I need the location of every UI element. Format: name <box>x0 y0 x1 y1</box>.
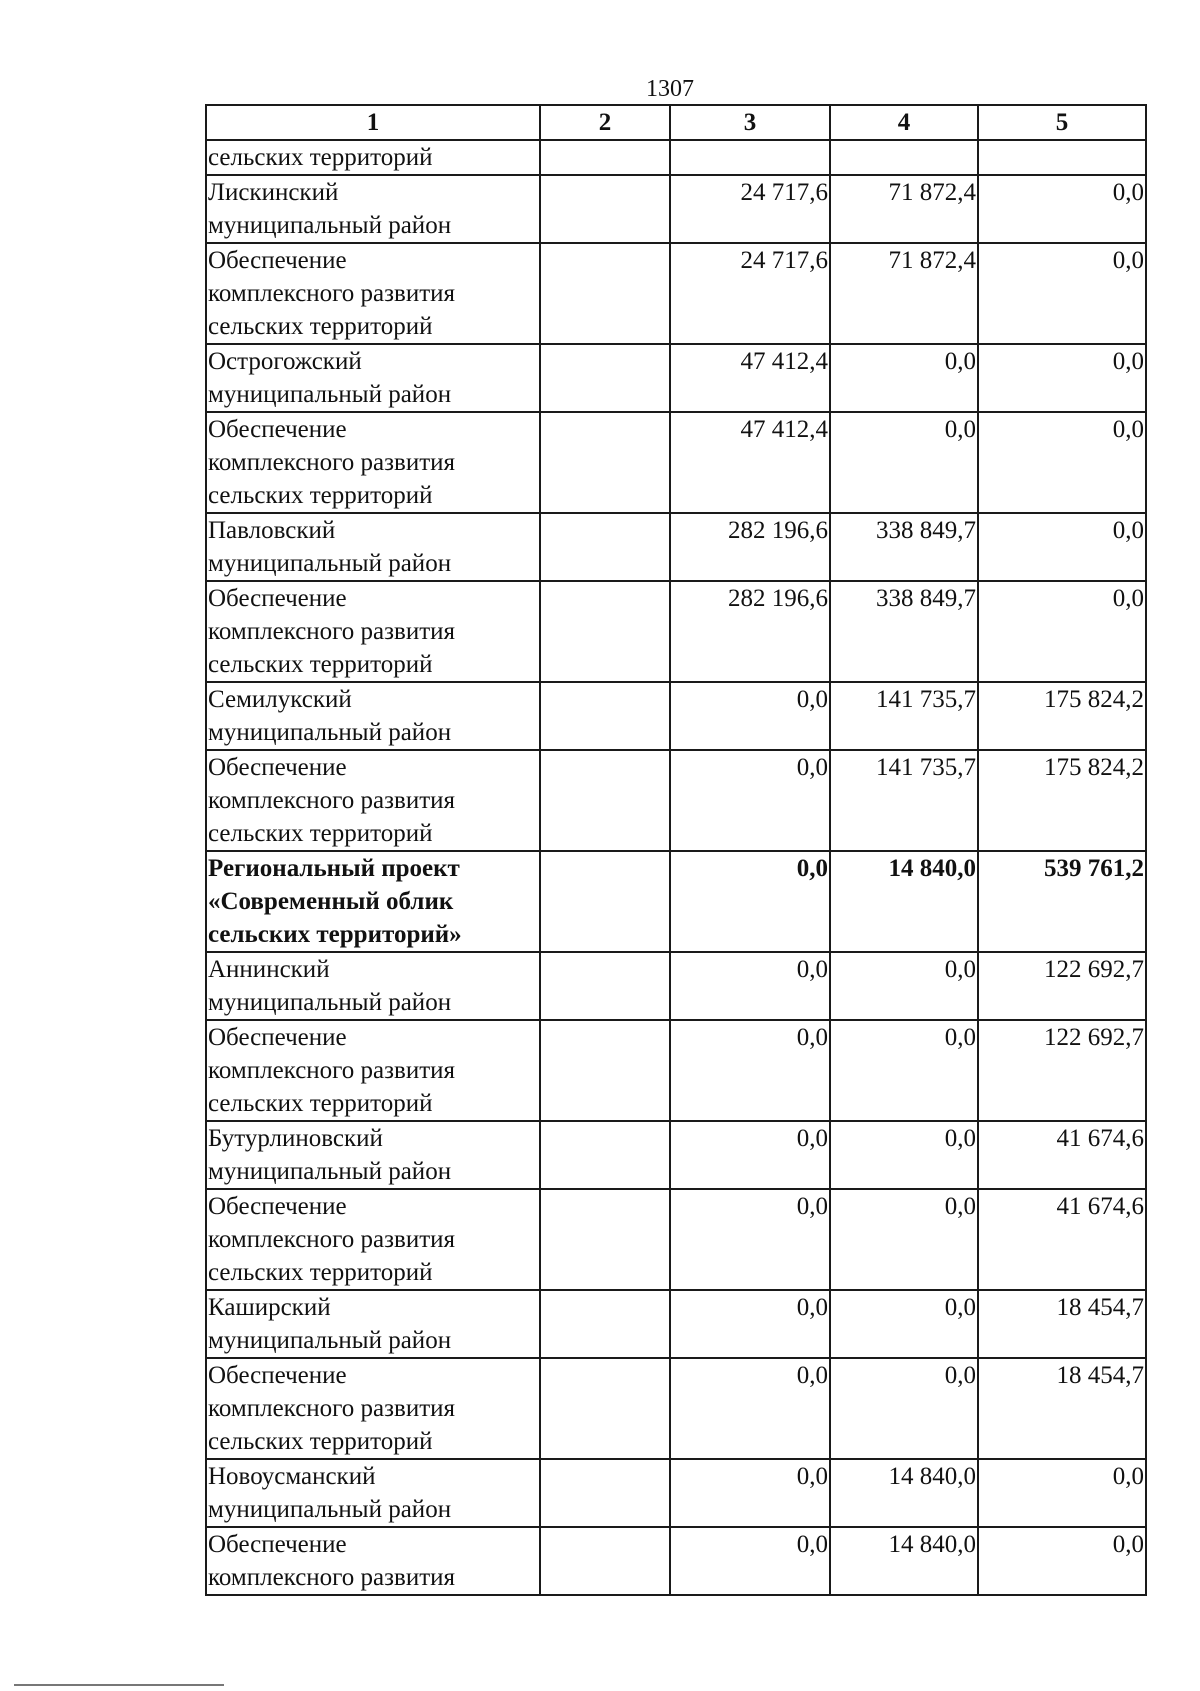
cell-col4: 14 840,0 <box>830 1527 978 1595</box>
cell-col5: 0,0 <box>978 344 1146 412</box>
cell-name: Острогожский муниципальный район <box>206 344 540 412</box>
column-header-3: 3 <box>670 105 830 140</box>
cell-col4: 14 840,0 <box>830 851 978 952</box>
table-row <box>206 581 1146 682</box>
cell-col5: 41 674,6 <box>978 1189 1146 1290</box>
cell-col3: 0,0 <box>670 1121 830 1189</box>
cell-name: Обеспечение комплексного развития сельских территорий <box>206 1358 540 1459</box>
cell-col5: 122 692,7 <box>978 952 1146 1020</box>
cell-col3: 0,0 <box>670 1459 830 1527</box>
cell-col4: 0,0 <box>830 412 978 513</box>
cell-name: Региональный проект «Современный облик сельских территорий» <box>206 851 540 952</box>
cell-col2 <box>540 513 670 581</box>
cell-col3: 0,0 <box>670 1358 830 1459</box>
cell-col5: 41 674,6 <box>978 1121 1146 1189</box>
cell-col2 <box>540 1358 670 1459</box>
table-row <box>206 175 1146 243</box>
cell-col2 <box>540 851 670 952</box>
budget-table <box>205 104 1147 1596</box>
scan-edge-line <box>14 1684 224 1686</box>
cell-col2 <box>540 682 670 750</box>
cell-col4: 0,0 <box>830 344 978 412</box>
cell-col5 <box>978 140 1146 175</box>
cell-col2 <box>540 1459 670 1527</box>
cell-col3: 0,0 <box>670 682 830 750</box>
column-header-4: 4 <box>830 105 978 140</box>
cell-col4: 0,0 <box>830 1121 978 1189</box>
cell-col4: 0,0 <box>830 1020 978 1121</box>
cell-col2 <box>540 1121 670 1189</box>
cell-col3: 0,0 <box>670 851 830 952</box>
cell-col2 <box>540 1189 670 1290</box>
cell-col4: 141 735,7 <box>830 682 978 750</box>
cell-col3: 24 717,6 <box>670 243 830 344</box>
cell-col4: 71 872,4 <box>830 243 978 344</box>
table-row <box>206 513 1146 581</box>
cell-col3: 47 412,4 <box>670 344 830 412</box>
cell-col5: 0,0 <box>978 1459 1146 1527</box>
cell-col5: 0,0 <box>978 243 1146 344</box>
cell-col2 <box>540 750 670 851</box>
cell-col5: 0,0 <box>978 412 1146 513</box>
table-row <box>206 1020 1146 1121</box>
cell-col4: 0,0 <box>830 1358 978 1459</box>
cell-col3: 282 196,6 <box>670 581 830 682</box>
cell-col2 <box>540 1290 670 1358</box>
table-row <box>206 952 1146 1020</box>
table-body <box>206 140 1146 1595</box>
cell-name: Павловский муниципальный район <box>206 513 540 581</box>
cell-col2 <box>540 175 670 243</box>
cell-name: Бутурлиновский муниципальный район <box>206 1121 540 1189</box>
table-row <box>206 682 1146 750</box>
cell-col3: 0,0 <box>670 952 830 1020</box>
table-row <box>206 344 1146 412</box>
cell-col2 <box>540 952 670 1020</box>
cell-name: Семилукский муниципальный район <box>206 682 540 750</box>
cell-col4: 338 849,7 <box>830 581 978 682</box>
table-row <box>206 243 1146 344</box>
cell-col4: 71 872,4 <box>830 175 978 243</box>
cell-col3: 0,0 <box>670 1290 830 1358</box>
cell-col2 <box>540 344 670 412</box>
cell-col3: 0,0 <box>670 1020 830 1121</box>
cell-col4: 0,0 <box>830 952 978 1020</box>
cell-col5: 122 692,7 <box>978 1020 1146 1121</box>
table-row <box>206 1290 1146 1358</box>
cell-name: Лискинский муниципальный район <box>206 175 540 243</box>
column-header-5: 5 <box>978 105 1146 140</box>
cell-name: Каширский муниципальный район <box>206 1290 540 1358</box>
column-header-1: 1 <box>206 105 540 140</box>
cell-col3: 0,0 <box>670 750 830 851</box>
cell-col5: 175 824,2 <box>978 750 1146 851</box>
cell-col4 <box>830 140 978 175</box>
cell-col4: 338 849,7 <box>830 513 978 581</box>
cell-name: Обеспечение комплексного развития сельских территорий <box>206 581 540 682</box>
column-header-2: 2 <box>540 105 670 140</box>
table-row <box>206 851 1146 952</box>
table-row <box>206 1189 1146 1290</box>
cell-col3: 282 196,6 <box>670 513 830 581</box>
cell-col5: 0,0 <box>978 581 1146 682</box>
cell-col5: 0,0 <box>978 175 1146 243</box>
cell-name: сельских территорий <box>206 140 540 175</box>
cell-name: Обеспечение комплексного развития сельских территорий <box>206 1189 540 1290</box>
table-row <box>206 140 1146 175</box>
table-row <box>206 750 1146 851</box>
cell-col4: 141 735,7 <box>830 750 978 851</box>
table-row <box>206 1459 1146 1527</box>
cell-col5: 0,0 <box>978 1527 1146 1595</box>
cell-col2 <box>540 1527 670 1595</box>
cell-name: Обеспечение комплексного развития сельских территорий <box>206 412 540 513</box>
cell-col2 <box>540 581 670 682</box>
cell-col5: 175 824,2 <box>978 682 1146 750</box>
cell-col3: 24 717,6 <box>670 175 830 243</box>
table-row <box>206 1121 1146 1189</box>
cell-col5: 539 761,2 <box>978 851 1146 952</box>
cell-col4: 0,0 <box>830 1290 978 1358</box>
cell-col4: 14 840,0 <box>830 1459 978 1527</box>
cell-col5: 0,0 <box>978 513 1146 581</box>
cell-col3: 0,0 <box>670 1527 830 1595</box>
cell-col3: 47 412,4 <box>670 412 830 513</box>
cell-name: Аннинский муниципальный район <box>206 952 540 1020</box>
cell-name: Обеспечение комплексного развития сельских территорий <box>206 1020 540 1121</box>
cell-col5: 18 454,7 <box>978 1290 1146 1358</box>
page-number: 1307 <box>646 76 694 102</box>
cell-col2 <box>540 412 670 513</box>
cell-col3 <box>670 140 830 175</box>
table-row <box>206 1358 1146 1459</box>
cell-name: Обеспечение комплексного развития сельских территорий <box>206 243 540 344</box>
table-header <box>206 105 1146 140</box>
table-row <box>206 1527 1146 1595</box>
cell-col2 <box>540 140 670 175</box>
cell-name: Обеспечение комплексного развития сельских территорий <box>206 750 540 851</box>
cell-name: Обеспечение комплексного развития <box>206 1527 540 1595</box>
cell-col2 <box>540 1020 670 1121</box>
cell-col3: 0,0 <box>670 1189 830 1290</box>
header-row <box>206 105 1146 140</box>
cell-col5: 18 454,7 <box>978 1358 1146 1459</box>
table-row <box>206 412 1146 513</box>
cell-col2 <box>540 243 670 344</box>
cell-name: Новоусманский муниципальный район <box>206 1459 540 1527</box>
cell-col4: 0,0 <box>830 1189 978 1290</box>
